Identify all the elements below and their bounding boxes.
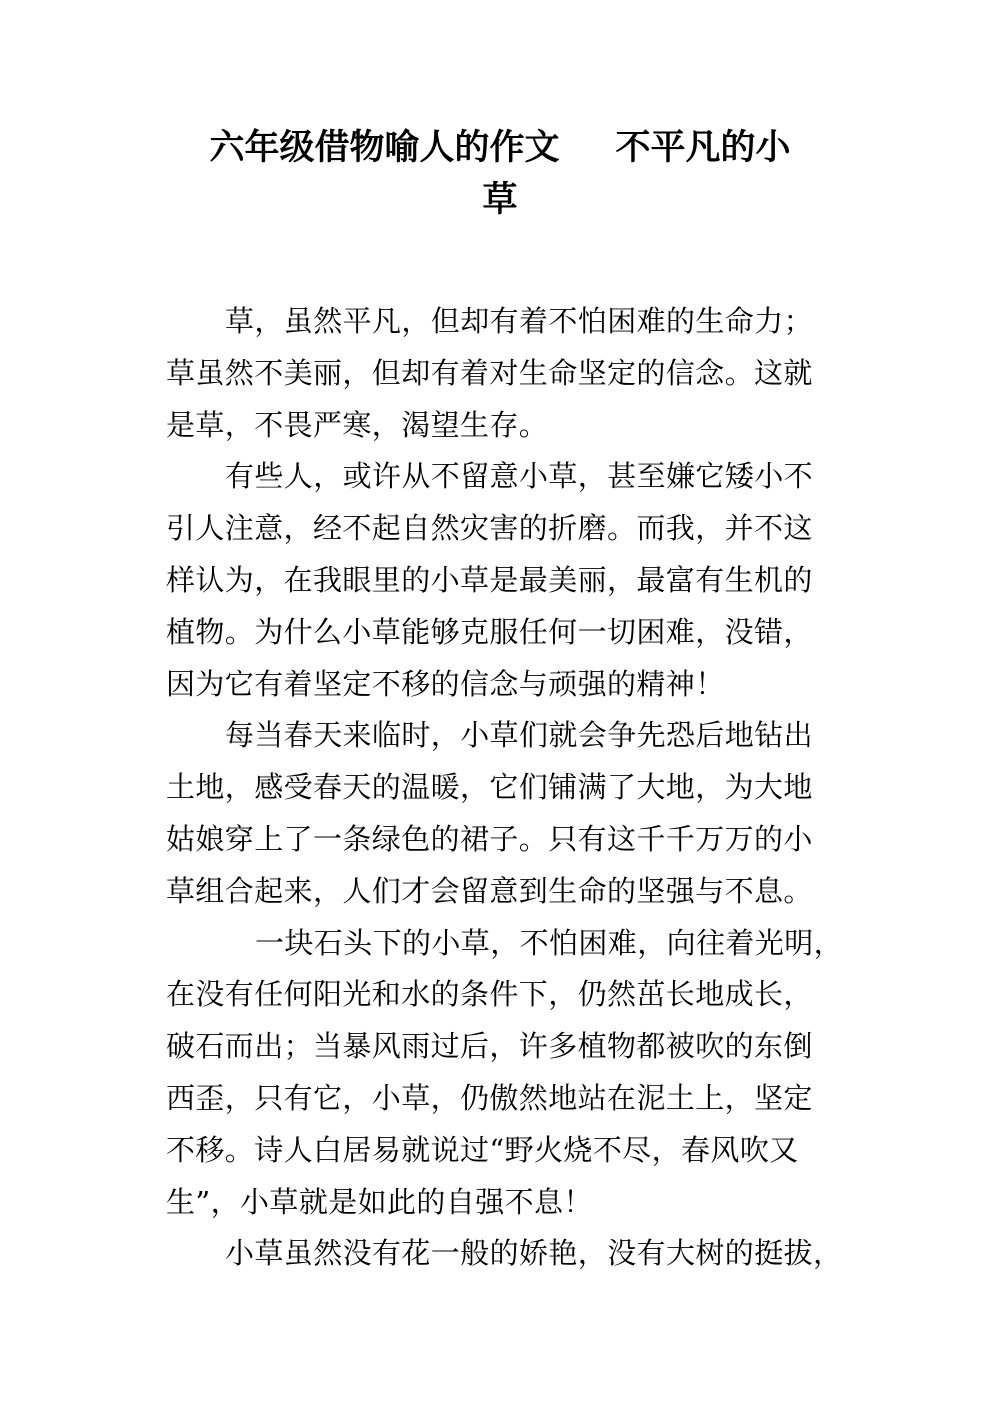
text-line: 是草，不畏严寒，渴望生存。	[166, 407, 549, 442]
text-line: 一块石头下的小草，不怕困难，向往着光明，	[255, 925, 844, 960]
text-line: 姑娘穿上了一条绿色的裙子。只有这千千万万的小	[166, 821, 813, 856]
text-line: 不移。诗人白居易就说过“野火烧不尽，春风吹又	[166, 1132, 799, 1167]
title-line-2: 草	[482, 180, 518, 220]
document-title	[150, 122, 850, 226]
text-line: 引人注意，经不起自然灾害的折磨。而我，并不这	[166, 511, 813, 546]
text-line: 植物。为什么小草能够克服任何一切困难，没错，	[166, 614, 813, 649]
text-line: 在没有任何阳光和水的条件下，仍然茁长地成长，	[166, 977, 813, 1012]
text-line: 样认为，在我眼里的小草是最美丽，最富有生机的	[166, 562, 813, 597]
text-line: 草组合起来，人们才会留意到生命的坚强与不息。	[166, 873, 813, 908]
document-body	[166, 296, 846, 1280]
title-part-1: 六年级借物喻人的作文	[209, 128, 560, 168]
text-line: 草，虽然平凡，但却有着不怕困难的生命力；	[225, 304, 814, 338]
text-line: 每当春天来临时，小草们就会争先恐后地钻出	[225, 718, 814, 753]
text-line: 小草虽然没有花一般的娇艳，没有大树的挺拔，	[225, 1236, 843, 1271]
text-line: 破石而出；当暴风雨过后，许多植物都被吹的东倒	[166, 1029, 813, 1064]
text-line: 西歪，只有它，小草，仍傲然地站在泥土上，坚定	[166, 1080, 813, 1115]
text-line: 生”，小草就是如此的自强不息！	[166, 1184, 593, 1219]
paragraph-2	[166, 451, 846, 710]
text-line: 草虽然不美丽，但却有着对生命坚定的信念。这就	[166, 355, 813, 390]
paragraph-4	[166, 918, 846, 1229]
paragraph-1	[166, 296, 846, 451]
paragraph-5	[166, 1228, 846, 1280]
text-line: 有些人，或许从不留意小草，甚至嫌它矮小不	[225, 459, 814, 494]
text-line: 因为它有着坚定不移的信念与顽强的精神！	[166, 666, 725, 701]
text-line: 土地，感受春天的温暖，它们铺满了大地，为大地	[166, 770, 813, 805]
paragraph-3	[166, 710, 846, 917]
title-part-2: 不平凡的小	[615, 128, 791, 168]
